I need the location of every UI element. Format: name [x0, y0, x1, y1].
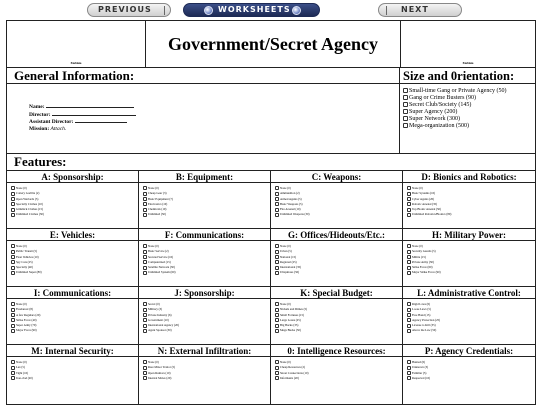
director-label: Director: [29, 111, 51, 118]
name-row [29, 103, 136, 111]
checkbox[interactable] [11, 271, 15, 275]
feature-option-label: Basic Weapons (5) [280, 201, 303, 206]
feature-option-label: None (0) [280, 244, 291, 248]
checkbox[interactable] [275, 260, 279, 264]
feature-option[interactable] [275, 212, 400, 217]
feature-option-label: Specialty Clothes (10) [16, 201, 43, 206]
checkbox[interactable] [407, 329, 411, 333]
checkbox[interactable] [11, 202, 15, 206]
checkbox[interactable] [143, 271, 147, 275]
checkbox[interactable] [275, 202, 279, 206]
feature-cell [271, 171, 403, 229]
feature-option-label: Unlimited Robotics/Bionics (80) [412, 212, 452, 217]
checkbox[interactable] [143, 324, 147, 328]
feature-option-label: None (0) [280, 360, 291, 364]
feature-cell-title: L: Administrative Control: [403, 287, 535, 299]
feature-options [275, 244, 400, 276]
name-field[interactable] [46, 103, 134, 108]
globe-icon [292, 6, 301, 15]
checkbox[interactable] [275, 266, 279, 270]
checkbox[interactable] [275, 197, 279, 201]
checkbox[interactable] [407, 192, 411, 196]
checkbox[interactable] [275, 244, 279, 248]
feature-option-label: Secret (0) [148, 302, 160, 306]
checkbox[interactable] [143, 360, 147, 364]
checkbox[interactable] [11, 244, 15, 248]
checkbox[interactable] [143, 302, 147, 306]
checkbox[interactable] [143, 329, 147, 333]
feature-option[interactable] [407, 328, 533, 333]
checkbox[interactable] [143, 186, 147, 190]
checkbox[interactable] [143, 376, 147, 380]
feature-option-label: Ubiquitous (50) [280, 270, 300, 275]
feature-option[interactable] [11, 328, 136, 333]
size-option[interactable] [403, 95, 533, 102]
feature-cell-title: G: Offices/Hideouts/Etc.: [271, 229, 402, 241]
feature-option-label: Strike Force (60) [412, 265, 433, 270]
checkbox[interactable] [143, 250, 147, 254]
checkbox[interactable] [143, 366, 147, 370]
feature-cell-title: D: Bionics and Robotics: [403, 171, 535, 183]
checkbox[interactable] [11, 302, 15, 306]
feature-option[interactable] [143, 376, 268, 381]
checkbox[interactable] [11, 360, 15, 364]
feature-option-label: Tight (10) [16, 370, 29, 375]
emblem-label: Emblem [462, 61, 474, 65]
size-orientation-panel [400, 68, 535, 153]
feature-option-label: International (35) [280, 265, 302, 270]
checkbox[interactable] [143, 260, 147, 264]
worksheets-label: WORKSHEETS [218, 5, 291, 14]
feature-option-label: Freelancer (8) [16, 307, 33, 312]
feature-option-label: Cyber Agents (20) [412, 196, 435, 201]
size-orientation-title: Size and 0rientation: [403, 69, 515, 83]
feature-option-label: Loose Laws (5) [412, 307, 431, 312]
checkbox[interactable] [143, 318, 147, 322]
feature-option-label: Militia (15) [412, 254, 426, 259]
checkbox[interactable] [275, 302, 279, 306]
checkbox[interactable] [403, 116, 408, 121]
feature-option-label: Ammunition (2) [280, 191, 300, 196]
feature-option-label: Strike Force (40) [16, 317, 37, 322]
director-field[interactable] [52, 111, 136, 116]
checkbox[interactable] [11, 371, 15, 375]
feature-option-label: Internal Moles (20) [148, 375, 172, 380]
checkbox[interactable] [275, 186, 279, 190]
feature-cell [271, 345, 403, 405]
name-label: Name: [29, 104, 45, 110]
feature-option[interactable] [11, 376, 136, 381]
checkbox[interactable] [403, 102, 408, 107]
feature-cell-title: P: Agency Credentials: [403, 345, 535, 357]
size-option-label: Super Network (300) [409, 116, 460, 122]
checkbox[interactable] [143, 202, 147, 206]
emblem-left-box [7, 21, 146, 68]
feature-cell-title: M: Internal Security: [7, 345, 138, 357]
checkbox[interactable] [11, 250, 15, 254]
previous-label: PREVIOUS [98, 5, 152, 14]
next-button[interactable] [378, 3, 462, 17]
feature-cell [271, 229, 403, 287]
worksheets-button[interactable] [183, 3, 320, 17]
checkbox[interactable] [407, 197, 411, 201]
checkbox[interactable] [11, 186, 15, 190]
feature-option-label: None (0) [148, 186, 159, 190]
checkbox[interactable] [407, 313, 411, 317]
feature-option-label: Top Bionic Arsenal (50) [412, 207, 442, 212]
feature-cell [139, 287, 271, 345]
feature-option[interactable] [275, 328, 400, 333]
feature-option-label: Unlimited System (60) [148, 270, 176, 275]
feature-option-label: Unknown (3) [412, 365, 429, 370]
feature-options [11, 302, 136, 334]
feature-option-label: Unlimited Super (80) [16, 270, 42, 275]
checkbox[interactable] [407, 376, 411, 380]
feature-option[interactable] [143, 212, 268, 217]
checkbox[interactable] [11, 192, 15, 196]
feature-cell [403, 229, 535, 287]
feature-options [407, 244, 533, 276]
feature-option-label: Fire Arsenal (10) [280, 207, 301, 212]
feature-options [143, 302, 268, 334]
checkbox[interactable] [143, 213, 147, 217]
feature-option-label: Familiar (5) [412, 370, 427, 375]
feature-options [11, 186, 136, 218]
feature-cell-title: H: Military Power: [403, 229, 535, 241]
nav-separator [164, 6, 165, 15]
feature-option-label: Mega Bucks (50) [280, 328, 301, 333]
general-fields [29, 103, 136, 132]
agency-worksheet [6, 20, 536, 405]
checkbox[interactable] [407, 244, 411, 248]
feature-option-label: Iron-clad (20) [16, 375, 33, 380]
feature-option-label: Satellite Network (30) [148, 265, 175, 270]
checkbox[interactable] [143, 192, 147, 196]
feature-cell [139, 171, 271, 229]
feature-option-label: Cottery Gorillia (2) [16, 191, 40, 196]
feature-option-label: Unlimited Clothes (30) [16, 212, 44, 217]
feature-options [275, 360, 400, 381]
feature-cell-title: B: Equipment: [139, 171, 270, 183]
feature-option-label: Major Strike Force (90) [412, 270, 441, 275]
feature-option-label: Gimmick Clothes (15) [16, 207, 43, 212]
checkbox[interactable] [11, 197, 15, 201]
checkbox[interactable] [275, 318, 279, 322]
checkbox[interactable] [407, 318, 411, 322]
feature-option-label: Large Loans (25) [280, 317, 301, 322]
feature-options [143, 186, 268, 218]
checkbox[interactable] [275, 192, 279, 196]
feature-option-label: None (0) [16, 302, 27, 306]
feature-option-label: None (0) [16, 360, 27, 364]
next-label: NEXT [401, 5, 429, 14]
feature-cell [403, 171, 535, 229]
feature-cell [139, 229, 271, 287]
checkbox[interactable] [403, 95, 408, 100]
checkbox[interactable] [407, 302, 411, 306]
feature-option-label: International Agency (20) [148, 323, 179, 328]
checkbox[interactable] [11, 366, 15, 370]
feature-option-label: Spy Cars (25) [16, 259, 33, 264]
feature-option-label: A few Regulars (20) [16, 312, 41, 317]
feature-cell-title: 0: Intelligence Resources: [271, 345, 402, 357]
feature-option-label: None (0) [280, 302, 291, 306]
previous-button[interactable] [87, 3, 171, 17]
checkbox[interactable] [407, 186, 411, 190]
feature-options [11, 360, 136, 381]
checkbox[interactable] [275, 371, 279, 375]
size-option[interactable] [403, 88, 533, 95]
feature-option-label: Unlimited (50) [148, 212, 166, 217]
assistant-director-label: Assistant Director: [29, 119, 74, 125]
checkbox[interactable] [143, 308, 147, 312]
feature-option[interactable] [11, 270, 136, 275]
feature-option[interactable] [275, 376, 400, 381]
mission-label: Mission: [29, 125, 50, 132]
feature-option-label: Government (10) [148, 317, 169, 322]
feature-option-label: Chemicals (10) [148, 207, 167, 212]
feature-cell-title: A: Sponsorship: [7, 171, 138, 183]
size-options [403, 88, 533, 130]
checkbox[interactable] [11, 308, 15, 312]
checkbox[interactable] [143, 197, 147, 201]
feature-option-label: Unlimited Weapons (30) [280, 212, 310, 217]
feature-option[interactable] [407, 376, 533, 381]
checkbox[interactable] [275, 313, 279, 317]
checkbox[interactable] [407, 324, 411, 328]
feature-option-label: None (0) [148, 360, 159, 364]
feature-option-label: Private Army (30) [412, 259, 434, 264]
feature-option-label: Security Guards (5) [412, 249, 436, 254]
feature-option-label: None (0) [16, 244, 27, 248]
feature-option-label: Open Warlords (5) [16, 196, 39, 201]
feature-option-label: License to Kill (35) [412, 323, 436, 328]
checkbox[interactable] [403, 109, 408, 114]
feature-option-label: Respected (10) [412, 375, 431, 380]
checkbox[interactable] [407, 371, 411, 375]
feature-option[interactable] [143, 270, 268, 275]
feature-option-label: Fleet Vehicles (10) [16, 254, 39, 259]
feature-options [407, 360, 533, 381]
checkbox[interactable] [407, 271, 411, 275]
feature-option-label: Basic Equipment (7) [148, 196, 173, 201]
general-information-title: General Information: [14, 68, 135, 83]
checkbox[interactable] [275, 324, 279, 328]
general-section [7, 68, 535, 153]
checkbox[interactable] [275, 213, 279, 217]
feature-option-label: Urban (5) [280, 249, 292, 254]
feature-option-label: Secured Service (10) [148, 254, 174, 259]
feature-option-label: None (0) [148, 244, 159, 248]
checkbox[interactable] [11, 313, 15, 317]
emblem-label: Emblem [70, 61, 82, 65]
feature-cell [403, 287, 535, 345]
feature-option-label: Rigid Laws (0) [412, 302, 431, 306]
assistant-director-field[interactable] [75, 118, 127, 123]
feature-option-label: Super Army (70) [16, 323, 37, 328]
feature-cell-title: K: Special Budget: [271, 287, 402, 299]
feature-options [275, 302, 400, 334]
checkbox[interactable] [275, 376, 279, 380]
feature-cell-title: F: Communications: [139, 229, 270, 241]
feature-option-label: Open Rumors (10) [148, 370, 171, 375]
checkbox[interactable] [143, 244, 147, 248]
feature-options [407, 302, 533, 334]
feature-option-label: Public Transit (5) [16, 249, 38, 254]
feature-option-label: Cheap Gear (3) [148, 191, 167, 196]
feature-option-label: None (0) [16, 186, 27, 190]
checkbox[interactable] [407, 260, 411, 264]
feature-option-label: Agency Protection (25) [412, 317, 441, 322]
feature-cell [7, 229, 139, 287]
general-information-panel [7, 68, 400, 153]
feature-option-label: Armed Agents (5) [280, 196, 302, 201]
feature-option[interactable] [143, 328, 268, 333]
checkbox[interactable] [11, 208, 15, 212]
feature-option-label: None (0) [412, 186, 423, 190]
feature-option-label: Computerized (15) [148, 259, 171, 264]
feature-option-label: Private Industry (6) [148, 312, 172, 317]
checkbox[interactable] [275, 308, 279, 312]
checkbox[interactable] [407, 366, 411, 370]
checkbox[interactable] [11, 213, 15, 217]
feature-option-label: Basic Systems (10) [412, 191, 436, 196]
feature-option-label: Nickels and Dimes (5) [280, 307, 308, 312]
feature-cell-title: E: Vehicles: [7, 229, 138, 241]
checkbox[interactable] [11, 266, 15, 270]
feature-option-label: Agent Sponsor (30) [148, 328, 172, 333]
feature-option[interactable] [275, 270, 400, 275]
size-option[interactable] [403, 116, 533, 123]
feature-cell-title: I: Communications: [7, 287, 138, 299]
feature-cell-title: N: External Infiltration: [139, 345, 270, 357]
size-option-label: Super Agency (200) [409, 109, 458, 115]
checkbox[interactable] [11, 376, 15, 380]
feature-option-label: Basic Service (2) [148, 249, 169, 254]
feature-options [143, 360, 268, 381]
feature-option-label: Street Connections (10) [280, 370, 309, 375]
feature-options [407, 186, 533, 218]
size-option[interactable] [403, 123, 533, 130]
feature-cell [7, 345, 139, 405]
feature-option-label: None (0) [280, 186, 291, 190]
general-title-bar [7, 68, 399, 84]
feature-option-label: Small Fortunes (15) [280, 312, 304, 317]
emblem-right-box [400, 21, 535, 68]
director-row [29, 111, 136, 119]
feature-options [143, 244, 268, 276]
checkbox[interactable] [11, 260, 15, 264]
nav-separator [386, 6, 387, 15]
feature-option-label: Military (3) [148, 307, 163, 312]
feature-cell [271, 287, 403, 345]
mission-row [29, 126, 136, 133]
worksheet-header [7, 21, 535, 68]
checkbox[interactable] [275, 208, 279, 212]
mission-value: Attach. [50, 125, 67, 132]
page-title: Government/Secret Agency [167, 34, 379, 54]
feature-cell [139, 345, 271, 405]
checkbox[interactable] [407, 213, 411, 217]
feature-option-label: Electronics (10) [148, 201, 168, 206]
features-title-bar [7, 153, 535, 171]
feature-option-label: Regional (25) [280, 259, 297, 264]
feature-cell [7, 171, 139, 229]
size-option-label: Gang or Crime Busters (90) [409, 95, 476, 101]
size-option[interactable] [403, 109, 533, 116]
checkbox[interactable] [143, 255, 147, 259]
top-nav-bar [0, 0, 540, 18]
feature-option-label: None (0) [412, 244, 423, 248]
feature-cell-title: J: Sponsorship: [139, 287, 270, 299]
feature-cell-title: C: Weapons: [271, 171, 402, 183]
checkbox[interactable] [407, 255, 411, 259]
size-option-label: Small-time Gang or Private Agency (50) [409, 88, 507, 94]
checkbox[interactable] [403, 88, 408, 93]
checkbox[interactable] [11, 318, 15, 322]
checkbox[interactable] [275, 271, 279, 275]
size-option-label: Secret Club/Society (145) [409, 102, 472, 108]
checkbox[interactable] [11, 255, 15, 259]
feature-option[interactable] [407, 270, 533, 275]
feature-option-label: Informants (20) [280, 375, 299, 380]
feature-option-label: National (15) [280, 254, 297, 259]
feature-option-label: Cheap Resources (2) [280, 365, 305, 370]
checkbox[interactable] [403, 123, 408, 128]
checkbox[interactable] [143, 266, 147, 270]
feature-option[interactable] [11, 212, 136, 217]
checkbox[interactable] [275, 329, 279, 333]
feature-cell [403, 345, 535, 405]
feature-option[interactable] [407, 212, 533, 217]
feature-option-label: Big Bucks (35) [280, 323, 299, 328]
checkbox[interactable] [407, 266, 411, 270]
feature-cell [7, 287, 139, 345]
checkbox[interactable] [143, 313, 147, 317]
checkbox[interactable] [407, 308, 411, 312]
feature-options [275, 186, 400, 218]
features-title: Features: [14, 154, 67, 169]
feature-option-label: Major Force (90) [16, 328, 37, 333]
feature-option-label: Rare Minor Traitor (5) [148, 365, 176, 370]
size-option-label: Mega-organization (500) [409, 123, 470, 129]
checkbox[interactable] [407, 202, 411, 206]
checkbox[interactable] [407, 360, 411, 364]
checkbox[interactable] [407, 250, 411, 254]
checkbox[interactable] [143, 208, 147, 212]
feature-options [11, 244, 136, 276]
checkbox[interactable] [407, 208, 411, 212]
checkbox[interactable] [275, 255, 279, 259]
feature-option-label: Above the Law (50) [412, 328, 437, 333]
size-option[interactable] [403, 102, 533, 109]
checkbox[interactable] [275, 250, 279, 254]
feature-option-label: Specialty (40) [16, 265, 33, 270]
feature-option-label: Free Hand (15) [412, 312, 431, 317]
globe-icon [204, 6, 213, 15]
assistant-director-row [29, 118, 136, 126]
feature-option-label: Robotic Arsenal (35) [412, 201, 438, 206]
checkbox[interactable] [143, 371, 147, 375]
size-title-bar [400, 68, 535, 84]
feature-option-label: Lax (5) [16, 365, 25, 370]
checkbox[interactable] [275, 360, 279, 364]
checkbox[interactable] [275, 366, 279, 370]
checkbox[interactable] [11, 324, 15, 328]
checkbox[interactable] [11, 329, 15, 333]
feature-option-label: Hunted (0) [412, 360, 426, 364]
